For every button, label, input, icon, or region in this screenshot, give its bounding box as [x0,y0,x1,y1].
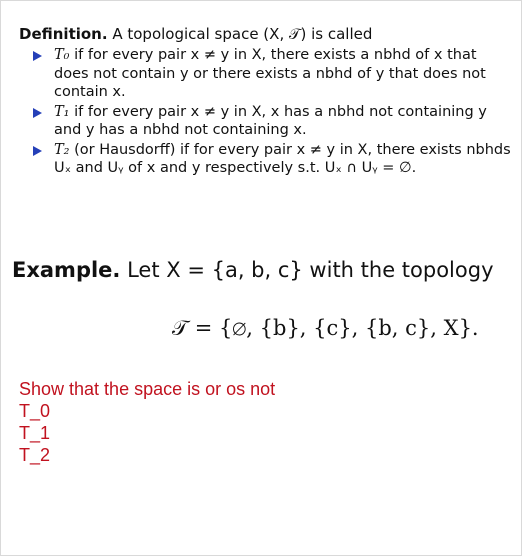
note-line: T_2 [19,445,51,465]
topology-equation [172,314,479,342]
definition-block [19,25,515,179]
topology-formula: 𝒯 = {∅, {b}, {c}, {b, c}, X}. [172,316,479,340]
example-block [12,256,512,284]
t2-symbol: T₂ [54,141,70,158]
t1-symbol: T₁ [54,103,70,120]
list-item-t1 [19,103,515,140]
note-line: Show that the space is or os not [19,379,276,399]
bullet-triangle-icon [33,51,42,61]
t0-text: if for every pair x ≠ y in X, there exists a nbhd of x that does not contain y or there exists a nbhd of y that does not contain x. [54,47,486,100]
separation-axioms-list [19,46,515,178]
definition-intro: A topological space (X, 𝒯) is called [112,25,373,43]
note-line: T_1 [19,423,51,443]
list-item-t0 [19,46,515,102]
bullet-triangle-icon [33,108,42,118]
example-label: Example. [12,258,121,282]
example-text: Let X = {a, b, c} with the topology [127,258,494,282]
list-item-t2 [19,141,515,178]
t0-symbol: T₀ [54,47,70,63]
note-line: T_0 [19,401,51,421]
bullet-triangle-icon [33,146,42,156]
definition-heading [19,25,515,44]
t2-text: (or Hausdorff) if for every pair x ≠ y in X, there exists nbhds Uₓ and Uᵧ of x and y respectively s.t. Uₓ ∩ Uᵧ = ∅. [54,141,511,176]
definition-label: Definition. [19,25,108,43]
t1-text: if for every pair x ≠ y in X, x has a nbhd not containing y and y has a nbhd not containing x. [54,103,487,138]
red-annotation [19,378,275,466]
